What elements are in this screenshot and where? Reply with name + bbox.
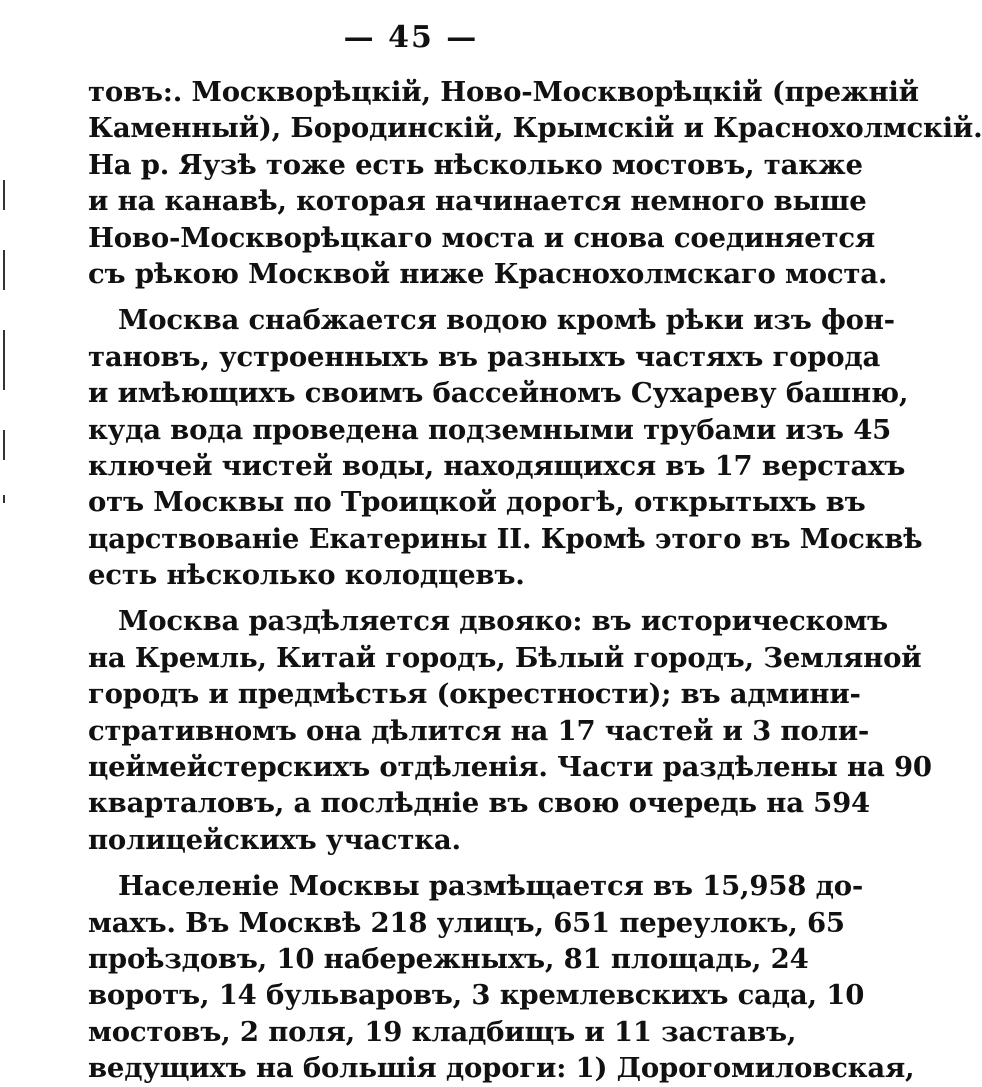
text-line: Москва снабжается водою кромѣ рѣки изъ фон- bbox=[118, 304, 895, 337]
text-line: мостовъ, 2 поля, 19 кладбищъ и 11 заставъ, bbox=[88, 1015, 797, 1048]
text-line: проѣздовъ, 10 набережныхъ, 81 площадь, 24 bbox=[88, 942, 809, 975]
text-line: цеймейстерскихъ отдѣленія. Части раздѣлены на 90 bbox=[88, 751, 932, 784]
text-line: кварталовъ, а послѣдніе въ свою очередь на 594 bbox=[88, 787, 870, 820]
text-line: тановъ, устроенныхъ въ разныхъ частяхъ города bbox=[88, 340, 881, 373]
text-line: Москва раздѣляется двояко: въ историческомъ bbox=[118, 605, 888, 638]
text-line: и имѣющихъ своимъ бассейномъ Сухареву башню, bbox=[88, 377, 909, 410]
text-line: и на канавѣ, которая начинается немного выше bbox=[88, 185, 867, 218]
text-line: куда вода проведена подземными трубами изъ 45 bbox=[88, 413, 892, 446]
text-line: Каменный), Бородинскій, Крымскій и Краснохолмскій. bbox=[88, 112, 982, 145]
text-line: на Кремль, Китай городъ, Бѣлый городъ, Земляной bbox=[88, 641, 922, 674]
text-line: товъ:. Москворѣцкій, Ново-Москворѣцкій (прежній bbox=[88, 76, 919, 108]
text-line: царствованіе Екатерины II. Кромѣ этого въ Москвѣ bbox=[88, 522, 923, 555]
text-line: воротъ, 14 бульваровъ, 3 кремлевскихъ сада, 10 bbox=[88, 979, 865, 1012]
page-number: — 45 — bbox=[343, 20, 479, 55]
margin-binding-marks bbox=[0, 180, 10, 520]
text-line: Населеніе Москвы размѣщается въ 15,958 до- bbox=[118, 870, 864, 903]
text-line: Ново-Москворѣцкаго моста и снова соединяется bbox=[88, 221, 875, 254]
text-line: съ рѣкою Москвой ниже Краснохолмскаго моста. bbox=[88, 257, 888, 290]
text-line: отъ Москвы по Троицкой дорогѣ, открытыхъ въ bbox=[88, 486, 866, 519]
text-line: стративномъ она дѣлится на 17 частей и 3 поли- bbox=[88, 714, 870, 747]
text-line: ведущихъ на большія дороги: 1) Дорогомиловская, bbox=[88, 1052, 915, 1085]
text-line: махъ. Въ Москвѣ 218 улицъ, 651 переулокъ, 65 bbox=[88, 906, 845, 939]
text-line: ключей чистей воды, находящихся въ 17 верстахъ bbox=[88, 449, 906, 482]
text-line: есть нѣсколько колодцевъ. bbox=[88, 559, 525, 592]
text-line: полицейскихъ участка. bbox=[88, 823, 461, 856]
text-line: На р. Яузѣ тоже есть нѣсколько мостовъ, также bbox=[88, 148, 863, 181]
body-text bbox=[88, 74, 982, 1087]
text-line: городъ и предмѣстья (окрестности); въ админи- bbox=[88, 678, 861, 711]
